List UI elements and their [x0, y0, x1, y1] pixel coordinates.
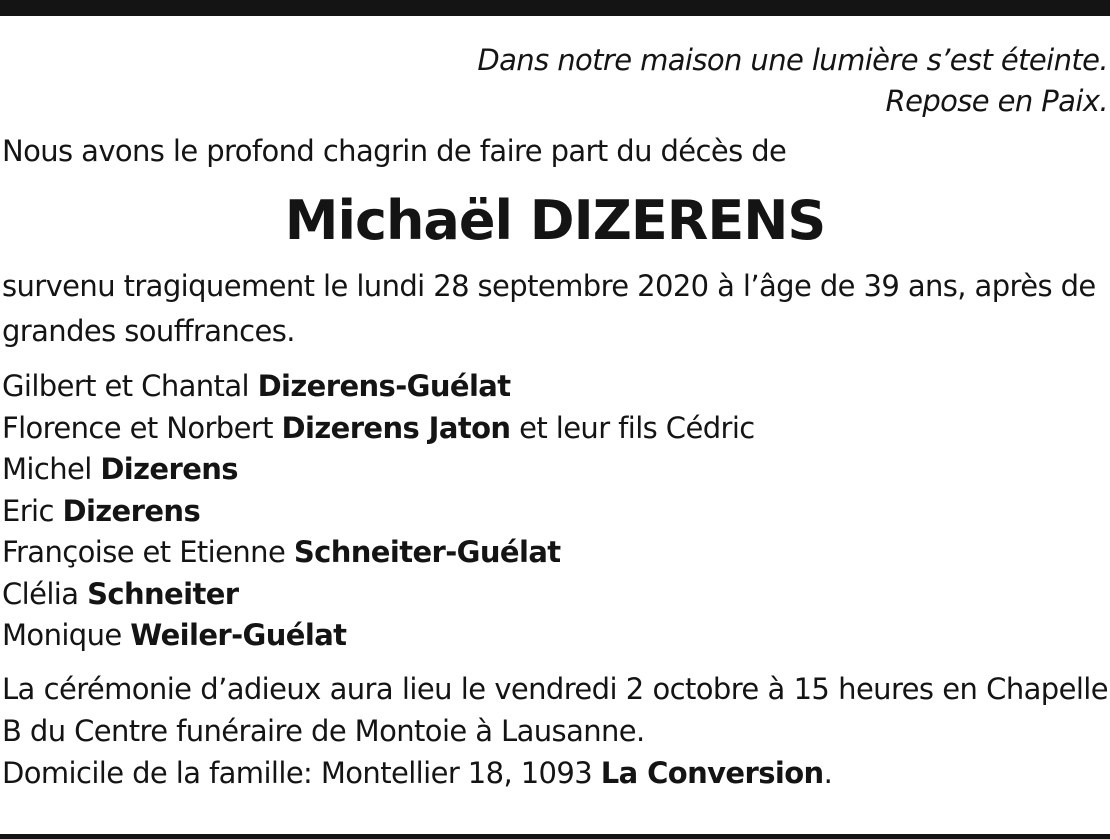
family-member: Gilbert et Chantal Dizerens-Guélat — [2, 369, 511, 403]
family-member: Monique Weiler-Guélat — [2, 618, 347, 652]
obituary-notice — [2, 40, 1108, 794]
epigraph — [2, 40, 1108, 122]
family-member: Françoise et Etienne Schneiter-Guélat — [2, 535, 561, 569]
bottom-border-rule — [0, 834, 1110, 839]
ceremony-text: La cérémonie d’adieux aura lieu le vendredi 2 octobre à 15 heures en Chapelle B du Centre funéraire de Montoie à Lausanne. — [2, 671, 1108, 748]
top-border-rule — [0, 0, 1110, 16]
family-domicile: Domicile de la famille: Montellier 18, 1093 La Conversion. — [2, 755, 833, 790]
family-member: Eric Dizerens — [2, 493, 201, 528]
family-surname: Dizerens — [62, 493, 201, 528]
epigraph-line-2: Repose en Paix. — [885, 84, 1108, 118]
death-circumstances: survenu tragiquement le lundi 28 septembre 2020 à l’âge de 39 ans, après de grandes souffrances. — [2, 269, 1096, 348]
family-surname: Schneiter-Guélat — [293, 535, 561, 569]
family-surname: Dizerens — [100, 452, 238, 486]
epigraph-line-1: Dans notre maison une lumière s’est éteinte. — [477, 43, 1108, 77]
ceremony-details — [2, 668, 1108, 794]
deceased-name: Michaël DIZERENS — [284, 189, 826, 252]
announcement-intro: Nous avons le profond chagrin de faire part du décès de — [2, 134, 787, 168]
family-member: Clélia Schneiter — [2, 576, 239, 611]
family-surname: Dizerens Jaton — [281, 410, 511, 445]
family-list — [2, 366, 1108, 657]
family-surname: Dizerens-Guélat — [257, 369, 511, 403]
family-surname: Schneiter — [87, 576, 239, 611]
family-member: Florence et Norbert Dizerens Jaton et leur fils Cédric — [2, 410, 755, 445]
family-member: Michel Dizerens — [2, 452, 238, 486]
domicile-place: La Conversion — [600, 755, 824, 790]
family-surname: Weiler-Guélat — [130, 618, 347, 652]
